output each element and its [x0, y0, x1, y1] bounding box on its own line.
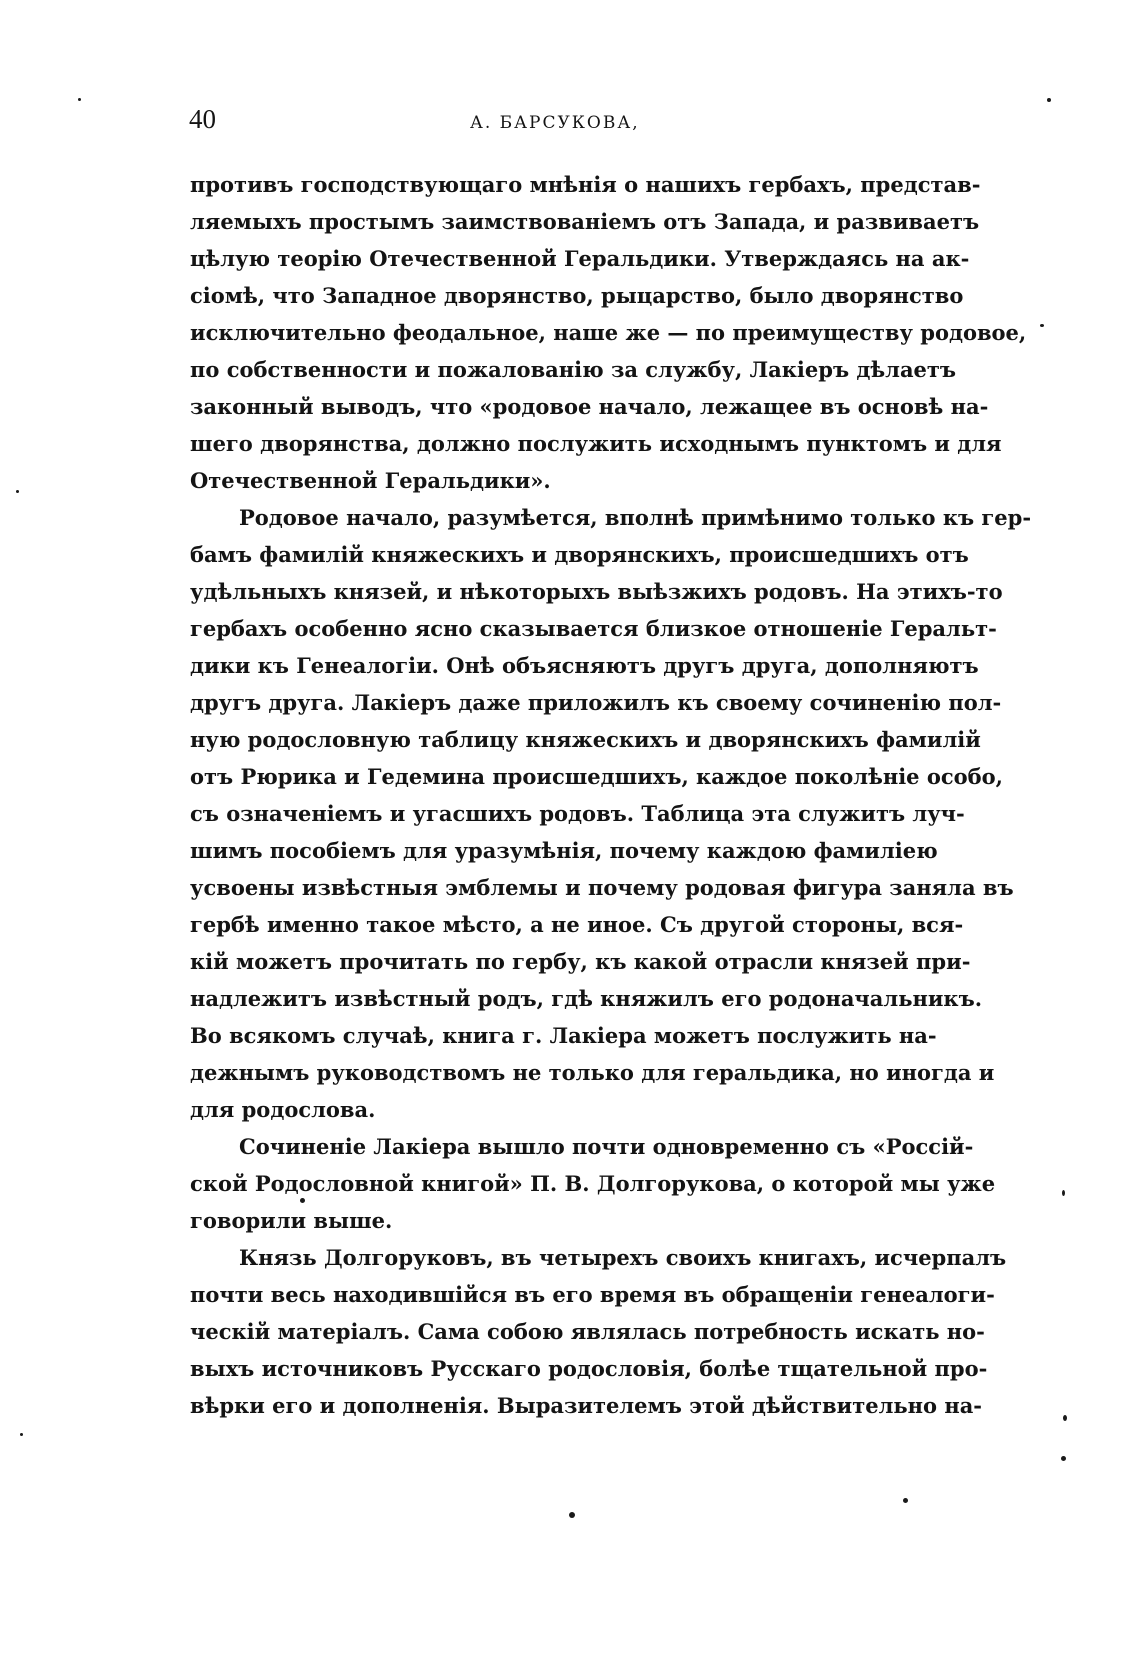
text-line: цѣлую теорію Отечественной Геральдики. Утверждаясь на ак-: [190, 246, 970, 271]
text-line: надлежитъ извѣстный родъ, гдѣ княжилъ его родоначальникъ.: [190, 986, 983, 1011]
text-line: вѣрки его и дополненія. Выразителемъ этой дѣйствительно на-: [190, 1393, 983, 1418]
text-line: гербѣ именно такое мѣсто, а не иное. Съ другой стороны, вся-: [190, 912, 964, 937]
text-line: другъ друга. Лакіеръ даже приложилъ къ своему сочиненію пол-: [190, 690, 1002, 715]
scan-speck: [1062, 1190, 1065, 1196]
text-line: почти весь находившійся въ его время въ обращеніи генеалоги-: [190, 1282, 995, 1307]
text-line: Во всякомъ случаѣ, книга г. Лакіера можетъ послужить на-: [190, 1023, 937, 1048]
paragraph-3: [190, 1128, 996, 1239]
scan-speck: [1047, 98, 1051, 102]
text-line: ской Родословной книгой» П. В. Долгорукова, о которой мы уже: [190, 1171, 996, 1196]
scan-speck: [20, 1433, 23, 1436]
text-line: дики къ Генеалогіи. Онѣ объясняютъ другъ друга, дополняютъ: [190, 653, 979, 678]
text-line: бамъ фамилій княжескихъ и дворянскихъ, происшедшихъ отъ: [190, 542, 969, 567]
scan-speck: [300, 1198, 305, 1203]
text-line: Князь Долгоруковъ, въ четырехъ своихъ книгахъ, исчерпалъ: [239, 1245, 1007, 1270]
text-line: законный выводъ, что «родовое начало, лежащее въ основѣ на-: [190, 394, 989, 419]
scan-speck: [1061, 1456, 1066, 1461]
running-head: А. БАРСУКОВА,: [470, 113, 640, 133]
paragraph-2: [190, 499, 1032, 1128]
text-line: ляемыхъ простымъ заимствованіемъ отъ Запада, и развиваетъ: [190, 209, 980, 234]
text-line: отъ Рюрика и Гедемина происшедшихъ, каждое поколѣніе особо,: [190, 764, 1003, 789]
text-line: по собственности и пожалованію за службу, Лакіеръ дѣлаетъ: [190, 357, 957, 382]
text-line: шего дворянства, должно послужить исходнымъ пунктомъ и для: [190, 431, 1002, 456]
text-line: для родослова.: [190, 1097, 376, 1122]
text-line: противъ господствующаго мнѣнія о нашихъ гербахъ, представ-: [190, 172, 981, 197]
text-line: Родовое начало, разумѣется, вполнѣ примѣнимо только къ гер-: [239, 505, 1032, 530]
scan-speck: [16, 490, 19, 493]
text-line: говорили выше.: [190, 1208, 393, 1233]
text-line: выхъ источниковъ Русскаго родословія, болѣе тщательной про-: [190, 1356, 988, 1381]
scan-speck: [1063, 1415, 1067, 1421]
scan-speck: [903, 1498, 908, 1503]
text-line: Отечественной Геральдики».: [190, 468, 551, 493]
scan-speck: [1040, 324, 1044, 327]
scan-speck: [569, 1512, 575, 1518]
text-line: сіомѣ, что Западное дворянство, рыцарство, было дворянство: [190, 283, 964, 308]
scan-speck: [78, 98, 81, 101]
paragraph-4: [190, 1239, 1007, 1424]
page-number: 40: [189, 104, 216, 134]
text-line: Сочиненіе Лакіера вышло почти одновременно съ «Россій-: [239, 1134, 974, 1159]
paragraph-1: [190, 166, 1027, 499]
text-line: дежнымъ руководствомъ не только для геральдика, но иногда и: [190, 1060, 995, 1085]
body-text: [190, 166, 1032, 1424]
text-line: ческій матеріалъ. Сама собою являлась потребность искать но-: [190, 1319, 985, 1344]
text-line: съ означеніемъ и угасшихъ родовъ. Таблица эта служитъ луч-: [190, 801, 965, 826]
text-line: удѣльныхъ князей, и нѣкоторыхъ выѣзжихъ родовъ. На этихъ-то: [190, 579, 1003, 604]
text-line: ную родословную таблицу княжескихъ и дворянскихъ фамилій: [190, 727, 981, 752]
text-line: гербахъ особенно ясно сказывается близкое отношеніе Геральт-: [190, 616, 997, 641]
text-line: усвоены извѣстныя эмблемы и почему родовая фигура заняла въ: [190, 875, 1014, 900]
text-line: исключительно феодальное, наше же — по преимуществу родовое,: [190, 320, 1027, 345]
text-line: кій можетъ прочитать по гербу, къ какой отрасли князей при-: [190, 949, 971, 974]
text-line: шимъ пособіемъ для уразумѣнія, почему каждою фамиліею: [190, 838, 938, 863]
